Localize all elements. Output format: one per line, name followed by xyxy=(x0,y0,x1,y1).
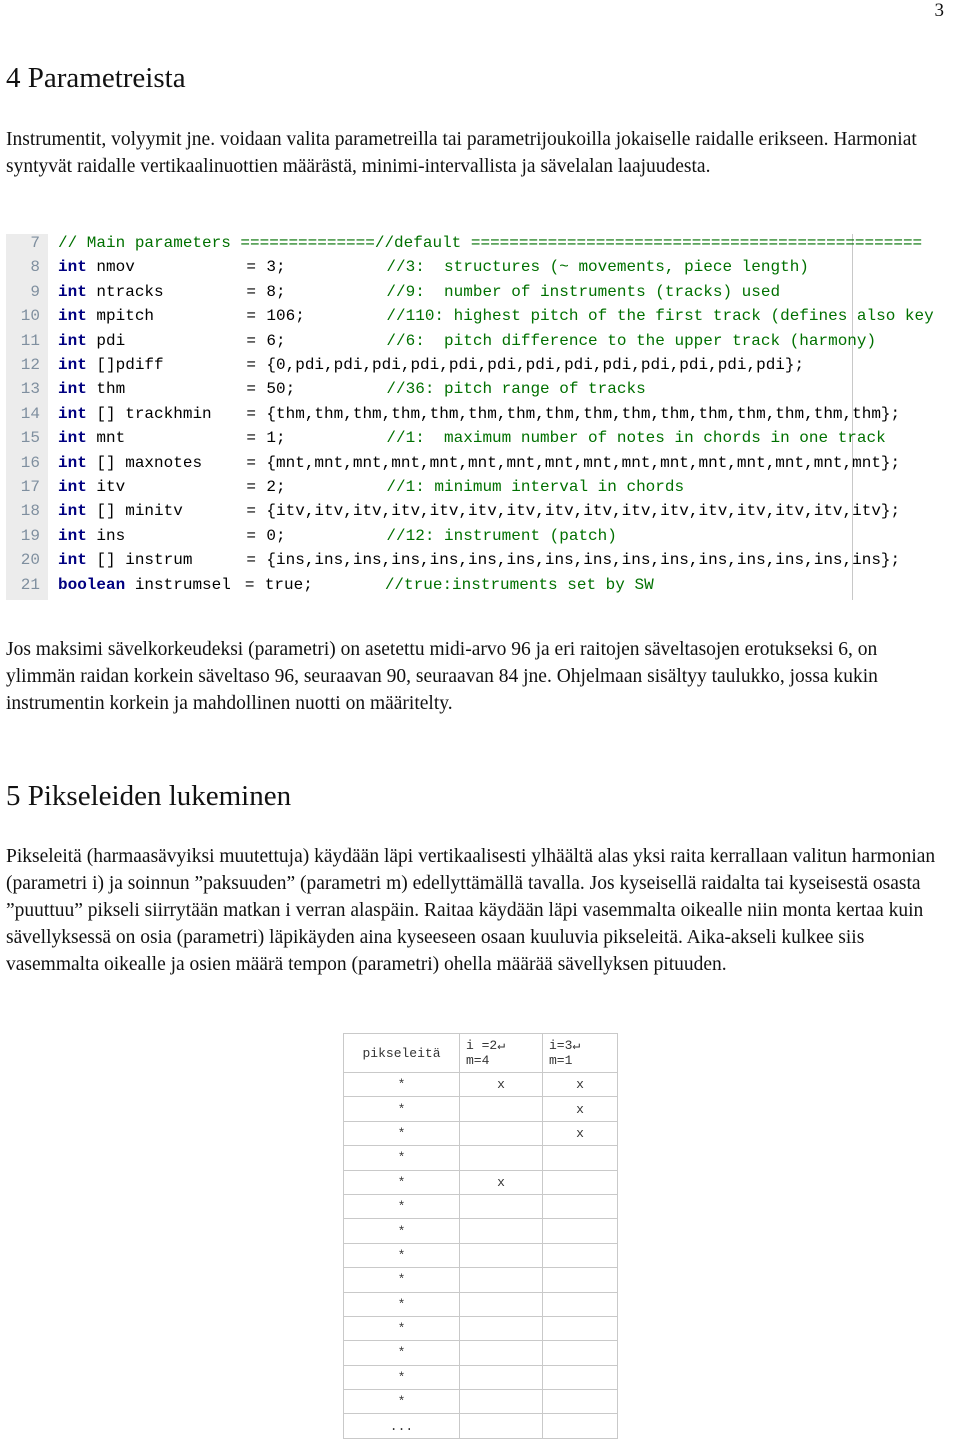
line-number: 16 xyxy=(20,453,40,472)
code-line xyxy=(6,475,684,499)
pixel-cell: * xyxy=(344,1073,460,1097)
mark-cell xyxy=(543,1146,618,1170)
line-number: 18 xyxy=(20,502,40,521)
code-identifier: itv xyxy=(96,478,126,496)
pixel-cell: * xyxy=(344,1365,460,1389)
code-equals: = xyxy=(246,258,257,277)
header-m4: m=4 xyxy=(466,1053,490,1068)
code-comment: //110: highest pitch of the first track (defines also key xyxy=(386,307,934,326)
header-i3: i=3↵ xyxy=(549,1038,581,1053)
pixel-table-header xyxy=(344,1034,618,1073)
mark-cell xyxy=(460,1390,543,1414)
code-line xyxy=(6,280,780,304)
mark-cell xyxy=(460,1097,543,1121)
pixel-cell: * xyxy=(344,1390,460,1414)
code-value: 50; xyxy=(266,380,296,399)
pixel-cell: * xyxy=(344,1194,460,1218)
code-line xyxy=(6,451,900,475)
mark-cell: x xyxy=(543,1097,618,1121)
code-identifier: pdi xyxy=(96,331,126,350)
code-comment: //6: pitch difference to the upper track (harmony) xyxy=(386,331,877,350)
code-value: 2; xyxy=(266,478,286,496)
line-number: 17 xyxy=(20,478,40,496)
line-number: 21 xyxy=(20,575,40,594)
code-value: {0,pdi,pdi,pdi,pdi,pdi,pdi,pdi,pdi,pdi,pdi,pdi,pdi,pdi}; xyxy=(266,356,805,374)
code-comment: //true:instruments set by SW xyxy=(384,575,654,594)
code-identifier: mpitch xyxy=(96,307,155,326)
section-5-body: Pikseleitä (harmaasävyiksi muutettuja) käydään läpi vertikaalisesti ylhäältä alas yksi raita kerrallaan valitun harmonian (parametri i) ja soinnun ”paksuuden” (parametri m) edellyttämällä tavalla. Jos kyseisellä raidalta tai kyseisestä osasta ”puuttuu” pikseli siirrytään matkan i verran alaspäin. Raitaa käydään läpi vasemmalta oikealle niin monta kertaa kuin sävellyksessä on osia (parametri) läpikäyden aina kyseeseen osaan kuuluvia pikseleitä. Aika-akseli kulkee siis vasemmalta oikealle ja osien määrä tempon (parametri) ohella määrää sävellyksen pituuden. xyxy=(6,846,936,975)
mark-cell: x xyxy=(460,1170,543,1194)
pixel-cell: ... xyxy=(344,1414,460,1438)
code-type: int xyxy=(58,551,87,570)
pixel-cell: * xyxy=(344,1121,460,1145)
code-type: int xyxy=(58,502,87,521)
mark-cell xyxy=(460,1268,543,1292)
table-row xyxy=(344,1243,618,1267)
line-number: 20 xyxy=(20,551,40,570)
table-row xyxy=(344,1170,618,1194)
code-line xyxy=(6,499,900,523)
code-value: {itv,itv,itv,itv,itv,itv,itv,itv,itv,itv,itv,itv,itv,itv,itv,itv}; xyxy=(266,502,901,521)
table-row xyxy=(344,1292,618,1316)
code-value: {thm,thm,thm,thm,thm,thm,thm,thm,thm,thm,thm,thm,thm,thm,thm,thm}; xyxy=(266,404,901,423)
code-line xyxy=(6,402,900,426)
code-value: 1; xyxy=(266,429,286,448)
line-number: 14 xyxy=(20,404,40,423)
mark-cell xyxy=(543,1341,618,1365)
code-type: int xyxy=(58,282,87,301)
table-row xyxy=(344,1341,618,1365)
code-identifier: nmov xyxy=(96,258,135,277)
mark-cell xyxy=(543,1268,618,1292)
code-identifier: [] minitv xyxy=(96,502,183,521)
pixel-cell: * xyxy=(344,1219,460,1243)
table-row xyxy=(344,1316,618,1340)
code-equals: = xyxy=(246,282,257,301)
pixel-cell: * xyxy=(344,1097,460,1121)
code-equals: = xyxy=(246,380,257,399)
line-number: 11 xyxy=(20,331,40,350)
header-i2: i =2↵ xyxy=(466,1038,506,1053)
code-line xyxy=(6,426,886,450)
mark-cell xyxy=(460,1121,543,1145)
page-number: 3 xyxy=(934,0,944,21)
pixel-cell: * xyxy=(344,1268,460,1292)
mark-cell xyxy=(543,1243,618,1267)
table-row xyxy=(344,1219,618,1243)
mark-cell: x xyxy=(460,1073,543,1097)
code-type: int xyxy=(58,380,87,399)
code-comment: //1: maximum number of notes in chords in one track xyxy=(386,429,886,448)
code-equals: = xyxy=(246,356,257,374)
mark-cell: x xyxy=(543,1121,618,1145)
header-i2-m4 xyxy=(460,1034,543,1073)
mark-cell xyxy=(460,1194,543,1218)
code-value: true; xyxy=(264,575,313,594)
code-line xyxy=(6,234,922,255)
code-identifier: [] trackhmin xyxy=(96,404,212,423)
code-identifier: ntracks xyxy=(96,282,164,301)
code-type: int xyxy=(58,429,87,448)
code-line xyxy=(6,304,934,328)
code-value: {ins,ins,ins,ins,ins,ins,ins,ins,ins,ins,ins,ins,ins,ins,ins,ins}; xyxy=(266,551,901,570)
code-equals: = xyxy=(244,575,255,594)
section-5-heading: 5 Pikseleiden lukeminen xyxy=(6,780,292,812)
code-type: int xyxy=(58,331,87,350)
code-line xyxy=(6,548,900,572)
line-number: 9 xyxy=(30,282,40,301)
section-4-after-code: Jos maksimi sävelkorkeudeksi (parametri) on asetettu midi-arvo 96 ja eri raitojen säveltasojen erotukseksi 6, on ylimmän raidan korkein säveltaso 96, seuraavan 90, seuraavan 84 jne. Ohjelmaan sisältyy taulukko, jossa kukin instrumentin korkein ja mahdollinen nuotti on määritelty. xyxy=(6,639,878,714)
mark-cell xyxy=(543,1365,618,1389)
pixel-cell: * xyxy=(344,1316,460,1340)
code-equals: = xyxy=(246,331,257,350)
code-identifier: ins xyxy=(96,526,126,545)
line-number: 12 xyxy=(20,356,40,374)
table-row xyxy=(344,1365,618,1389)
code-identifier: [] instrum xyxy=(96,551,193,570)
code-value: 3; xyxy=(266,258,286,277)
code-screenshot xyxy=(6,234,954,600)
code-comment: //1: minimum interval in chords xyxy=(386,478,685,496)
table-row xyxy=(344,1414,618,1438)
table-row xyxy=(344,1146,618,1170)
code-value: 6; xyxy=(266,331,286,350)
line-number: 8 xyxy=(30,258,40,277)
code-value: 0; xyxy=(266,526,286,545)
table-row xyxy=(344,1268,618,1292)
pixel-cell: * xyxy=(344,1243,460,1267)
mark-cell xyxy=(460,1414,543,1438)
line-number: 19 xyxy=(20,526,40,545)
mark-cell xyxy=(460,1292,543,1316)
code-equals: = xyxy=(246,429,257,448)
code-comment: //9: number of instruments (tracks) used xyxy=(386,282,781,301)
mark-cell xyxy=(543,1390,618,1414)
code-equals: = xyxy=(246,307,257,326)
section-4-heading: 4 Parametreista xyxy=(6,62,186,94)
code-type: int xyxy=(58,307,87,326)
mark-cell xyxy=(543,1194,618,1218)
code-type: int xyxy=(58,258,87,277)
code-identifier: mnt xyxy=(96,429,126,448)
mark-cell xyxy=(543,1316,618,1340)
pixel-cell: * xyxy=(344,1146,460,1170)
code-line xyxy=(6,255,809,279)
line-number: 15 xyxy=(20,429,40,448)
mark-cell xyxy=(460,1341,543,1365)
table-row xyxy=(344,1390,618,1414)
pixel-cell: * xyxy=(344,1170,460,1194)
mark-cell xyxy=(460,1219,543,1243)
code-comment: //36: pitch range of tracks xyxy=(386,380,646,399)
code-type: boolean xyxy=(58,575,126,594)
code-comment: //3: structures (~ movements, piece length) xyxy=(386,258,809,277)
code-type: int xyxy=(58,356,87,374)
header-pixels: pikseleitä xyxy=(344,1034,460,1073)
mark-cell xyxy=(543,1219,618,1243)
code-equals: = xyxy=(246,453,257,472)
line-number: 10 xyxy=(20,307,40,326)
code-line xyxy=(6,524,617,548)
code-line xyxy=(6,377,646,401)
mark-cell xyxy=(460,1365,543,1389)
line-number: 13 xyxy=(20,380,40,399)
mark-cell xyxy=(460,1243,543,1267)
code-identifier: thm xyxy=(96,380,126,399)
code-line xyxy=(6,329,876,353)
code-value: 106; xyxy=(266,307,305,326)
pixel-table xyxy=(343,1033,618,1439)
table-row xyxy=(344,1097,618,1121)
section-4-intro: Instrumentit, volyymit jne. voidaan valita parametreilla tai parametrijoukoilla jokaiselle raidalle erikseen. Harmoniat syntyvät raidalle vertikaalinuottien määrästä, minimi-intervallista ja sävelalan laajuudesta. xyxy=(6,129,917,177)
code-value: {mnt,mnt,mnt,mnt,mnt,mnt,mnt,mnt,mnt,mnt,mnt,mnt,mnt,mnt,mnt,mnt}; xyxy=(266,453,901,472)
code-equals: = xyxy=(246,502,257,521)
table-row xyxy=(344,1194,618,1218)
code-value: 8; xyxy=(266,282,286,301)
table-row xyxy=(344,1121,618,1145)
table-row xyxy=(344,1073,618,1097)
code-equals: = xyxy=(246,526,257,545)
code-equals: = xyxy=(246,478,257,496)
code-type: int xyxy=(58,404,87,423)
code-type: int xyxy=(58,478,87,496)
code-type: int xyxy=(58,526,87,545)
code-comment: //12: instrument (patch) xyxy=(386,526,617,545)
mark-cell xyxy=(543,1414,618,1438)
mark-cell xyxy=(460,1146,543,1170)
code-line xyxy=(6,353,804,377)
header-i3-m1 xyxy=(543,1034,618,1073)
code-identifier: [] maxnotes xyxy=(96,453,203,472)
mark-cell: x xyxy=(543,1073,618,1097)
line-number: 7 xyxy=(30,234,40,252)
code-type: int xyxy=(58,453,87,472)
code-identifier: []pdiff xyxy=(96,356,164,374)
code-identifier: instrumsel xyxy=(134,575,231,594)
code-equals: = xyxy=(246,404,257,423)
code-equals: = xyxy=(246,551,257,570)
pixel-cell: * xyxy=(344,1292,460,1316)
code-line xyxy=(6,573,654,597)
mark-cell xyxy=(543,1292,618,1316)
mark-cell xyxy=(460,1316,543,1340)
code-comment: // Main parameters ==============//default =============================================== xyxy=(58,234,923,252)
pixel-cell: * xyxy=(344,1341,460,1365)
header-m1: m=1 xyxy=(549,1053,573,1068)
mark-cell xyxy=(543,1170,618,1194)
